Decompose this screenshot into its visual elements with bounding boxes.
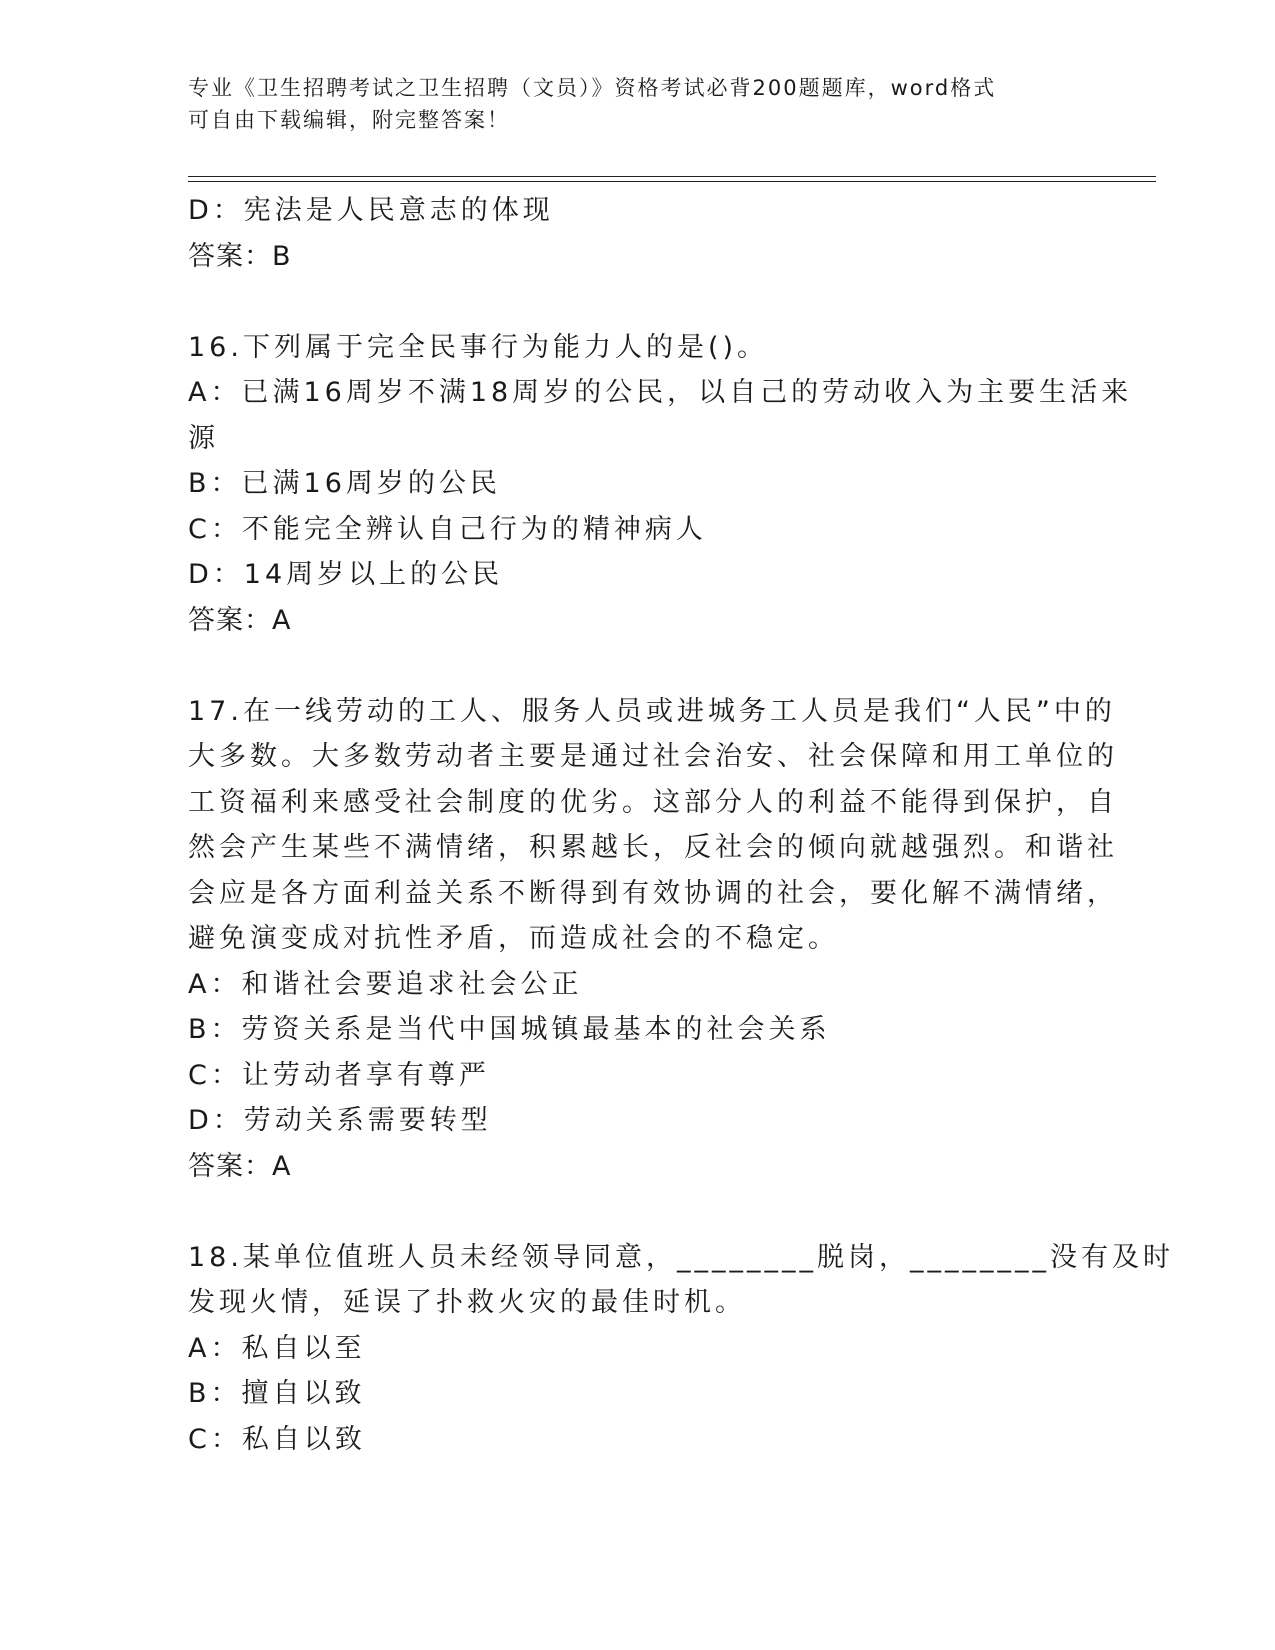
question-17-stem-line: 会应是各方面利益关系不断得到有效协调的社会，要化解不满情绪，: [188, 877, 1118, 909]
question-17-option-a: A：和谐社会要追求社会公正: [188, 968, 583, 1000]
question-17-option-b: B：劳资关系是当代中国城镇最基本的社会关系: [188, 1014, 831, 1045]
question-17-stem-line: 工资福利来感受社会制度的优劣。这部分人的利益不能得到保护，自: [188, 786, 1118, 818]
question-16-option-c: C：不能完全辨认自己行为的精神病人: [188, 513, 707, 545]
question-16-option-a: A：已满16周岁不满18周岁的公民，以自己的劳动收入为主要生活来: [188, 377, 1133, 408]
question-17-stem-line: 避免演变成对抗性矛盾，而造成社会的不稳定。: [188, 923, 839, 954]
document-body: [188, 188, 1174, 1462]
spacer: [188, 279, 1088, 325]
document-header: [188, 72, 1068, 136]
header-title-line-2: 可自由下载编辑，附完整答案！: [188, 108, 510, 132]
question-18-option-c: C：私自以致: [188, 1423, 366, 1455]
header-title-line-1: 专业《卫生招聘考试之卫生招聘（文员）》资格考试必背200题题库，word格式: [188, 76, 997, 100]
header-divider-top: [188, 176, 1156, 177]
header-divider-bottom: [188, 181, 1156, 182]
spacer: [188, 1189, 1088, 1235]
question-17-stem-line: 17.在一线劳动的工人、服务人员或进城务工人员是我们“人民”中的: [188, 695, 1116, 727]
prev-question-option-d: D：宪法是人民意志的体现: [188, 195, 554, 226]
question-17-option-c: C：让劳动者享有尊严: [188, 1059, 490, 1091]
question-17-stem-line: 然会产生某些不满情绪，积累越长，反社会的倾向就越强烈。和谐社: [188, 832, 1118, 863]
question-17-option-d: D：劳动关系需要转型: [188, 1105, 492, 1136]
question-17-stem-line: 大多数。大多数劳动者主要是通过社会治安、社会保障和用工单位的: [188, 741, 1118, 772]
question-18-option-b: B：擅自以致: [188, 1378, 366, 1409]
question-16-stem: 16.下列属于完全民事行为能力人的是()。: [188, 331, 769, 363]
question-16-answer: 答案：A: [188, 604, 292, 636]
question-18-stem: 18.某单位值班人员未经领导同意，________脱岗，________没有及时: [188, 1241, 1174, 1273]
question-18-option-a: A：私自以至: [188, 1332, 366, 1364]
question-16-option-d: D：14周岁以上的公民: [188, 559, 504, 590]
prev-question-answer: 答案：B: [188, 240, 292, 272]
question-16-option-b: B：已满16周岁的公民: [188, 468, 501, 499]
question-17-answer: 答案：A: [188, 1150, 292, 1182]
question-16-option-a-cont: 源: [188, 422, 219, 454]
question-18-stem-cont: 发现火情，延误了扑救火灾的最佳时机。: [188, 1287, 746, 1318]
spacer: [188, 643, 1088, 689]
